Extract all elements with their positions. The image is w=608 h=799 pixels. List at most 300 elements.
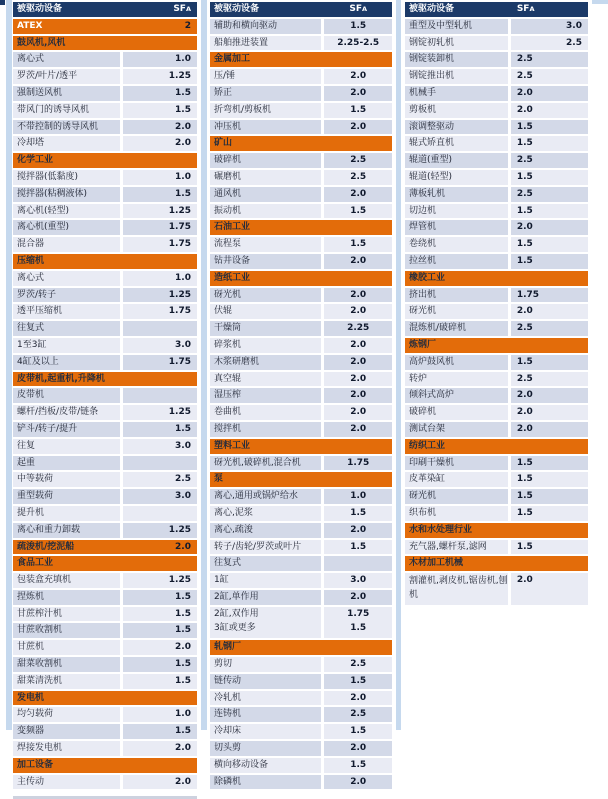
item-value: 1.5	[324, 506, 392, 521]
section-header-row	[13, 36, 197, 51]
item-name: 伏辊	[210, 304, 321, 319]
item-value: 2.0	[324, 372, 392, 387]
item-value-line: 1.75	[347, 608, 370, 619]
item-name: 织布机	[405, 506, 508, 521]
item-value: 2.0	[123, 120, 197, 135]
table-row	[13, 355, 197, 370]
equipment-table-3	[405, 2, 588, 607]
item-value: 1.5	[324, 103, 392, 118]
item-name: 振动机	[210, 204, 321, 219]
sf-column-header	[324, 2, 392, 17]
device-column-header: 被驱动设备	[17, 4, 63, 14]
table-row	[405, 321, 588, 336]
table-row	[210, 556, 392, 571]
table-header-row	[210, 2, 392, 17]
table-row	[210, 170, 392, 185]
item-value: 2.5	[123, 472, 197, 487]
item-name: 砑光机,破碎机,混合机	[210, 456, 321, 471]
device-column-header: 被驱动设备	[409, 4, 455, 14]
item-value: 2.0	[123, 640, 197, 655]
item-value: 1.75	[511, 288, 588, 303]
table-row	[405, 86, 588, 101]
table-row	[210, 523, 392, 538]
table-row	[210, 607, 392, 639]
table-row	[210, 456, 392, 471]
section-header-row	[210, 640, 392, 655]
table-row	[210, 657, 392, 672]
section-label: 化学工业	[17, 155, 54, 166]
item-value: 2.5	[324, 707, 392, 722]
table-row	[13, 573, 197, 588]
item-value: 2.0	[175, 541, 191, 552]
sf-label: SF	[349, 4, 362, 14]
section-label: 轧钢厂	[214, 642, 242, 653]
item-name: 滚调整驱动	[405, 120, 508, 135]
table-row	[405, 254, 588, 269]
table-row	[210, 590, 392, 605]
item-name: 离心,泥浆	[210, 506, 321, 521]
table-row	[13, 220, 197, 235]
corner-fragment	[0, 0, 5, 5]
table-row	[210, 724, 392, 739]
section-header-row	[405, 523, 588, 538]
item-value: 2.5	[324, 657, 392, 672]
table-row	[405, 405, 588, 420]
table-row	[210, 758, 392, 773]
table-row	[210, 775, 392, 790]
item-value: 1.5	[511, 506, 588, 521]
item-name: 离心机(重型)	[13, 220, 120, 235]
item-value	[123, 321, 197, 336]
sf-subscript: A	[529, 5, 535, 13]
item-name: 1缸	[210, 573, 321, 588]
table-row	[405, 540, 588, 555]
section-label: 造纸工业	[214, 272, 251, 283]
item-name: ATEX	[17, 20, 43, 31]
item-name: 辅助和横向驱动	[210, 19, 321, 34]
table-row	[13, 321, 197, 336]
sf-subscript: A	[185, 5, 191, 13]
item-value: 2.0	[511, 573, 588, 605]
item-name: 通风机	[210, 187, 321, 202]
item-name: 铲斗/转子/提升	[13, 422, 120, 437]
table-row	[13, 472, 197, 487]
item-name: 混炼机/破碎机	[405, 321, 508, 336]
item-value: 2.0	[324, 422, 392, 437]
item-value: 2.0	[324, 120, 392, 135]
item-value: 2.0	[511, 405, 588, 420]
table-row	[210, 103, 392, 118]
item-value: 1.5	[324, 237, 392, 252]
item-value: 1.5	[511, 204, 588, 219]
item-value: 1.25	[123, 69, 197, 84]
item-name: 冲压机	[210, 120, 321, 135]
item-name: 冷却塔	[13, 136, 120, 151]
item-value: 2.0	[324, 355, 392, 370]
table-row	[405, 52, 588, 67]
item-value: 2.0	[324, 254, 392, 269]
table-row	[13, 623, 197, 638]
item-name: 4缸及以上	[13, 355, 120, 370]
section-label: 加工设备	[17, 759, 54, 770]
item-name: 强制送风机	[13, 86, 120, 101]
table-row	[210, 304, 392, 319]
item-name: 罗茨/转子	[13, 288, 120, 303]
item-value: 1.5	[123, 590, 197, 605]
table-row	[13, 69, 197, 84]
item-value: 3.0	[123, 338, 197, 353]
item-value: 1.5	[511, 355, 588, 370]
table-header-row	[13, 2, 197, 17]
item-value: 1.5	[123, 623, 197, 638]
section-label: 水和水处理行业	[409, 524, 473, 535]
item-name: 离心和重力卸载	[13, 523, 120, 538]
item-name: 钢锭推出机	[405, 69, 508, 84]
item-name: 变频器	[13, 724, 120, 739]
item-name: 疏浚机/挖泥船	[17, 541, 75, 552]
table-row	[13, 775, 197, 790]
item-name: 挤出机	[405, 288, 508, 303]
item-value: 1.25	[123, 405, 197, 420]
item-value	[324, 556, 392, 571]
item-name: 链传动	[210, 674, 321, 689]
table-row	[210, 388, 392, 403]
table-row	[210, 540, 392, 555]
item-value: 1.5	[511, 170, 588, 185]
item-value: 1.25	[123, 573, 197, 588]
item-value: 1.5	[511, 489, 588, 504]
item-name: 辊道(轻型)	[405, 170, 508, 185]
item-name: 焊管机	[405, 220, 508, 235]
section-header-row	[210, 136, 392, 151]
table-row	[13, 288, 197, 303]
table-row	[405, 120, 588, 135]
table-row	[405, 372, 588, 387]
equipment-table-2	[210, 2, 392, 791]
item-name: 甘蔗收割机	[13, 623, 120, 638]
item-name: 螺杆/挡板/皮带/链条	[13, 405, 120, 420]
table-row	[13, 388, 197, 403]
item-name: 除磷机	[210, 775, 321, 790]
item-name: 辊式矫直机	[405, 136, 508, 151]
item-name: 重型及中型轧机	[405, 19, 508, 34]
item-name: 卷绕机	[405, 237, 508, 252]
item-value: 3.0	[511, 19, 588, 34]
device-column-header: 被驱动设备	[214, 4, 260, 14]
table-row	[210, 422, 392, 437]
table-row	[405, 422, 588, 437]
table-row	[210, 405, 392, 420]
item-value: 2.0	[324, 405, 392, 420]
item-name: 剪切	[210, 657, 321, 672]
item-name: 横向移动设备	[210, 758, 321, 773]
table-row	[405, 456, 588, 471]
table-row	[210, 741, 392, 756]
section-label: 炼钢厂	[409, 339, 437, 350]
item-name: 冷却床	[210, 724, 321, 739]
item-name: 转子/齿轮/罗茨或叶片	[210, 540, 321, 555]
item-value: 2.0	[324, 69, 392, 84]
section-label: 发电机	[17, 692, 45, 703]
table-row	[13, 707, 197, 722]
section-header-row	[210, 472, 392, 487]
item-value: 2.0	[511, 220, 588, 235]
item-value: 2.0	[324, 691, 392, 706]
item-name: 甜菜收割机	[13, 657, 120, 672]
item-value: 2.0	[324, 187, 392, 202]
table-row	[405, 472, 588, 487]
item-name: 湿压榨	[210, 388, 321, 403]
table-row	[13, 439, 197, 454]
table-row	[210, 86, 392, 101]
section-header-row	[405, 271, 588, 286]
table-row	[13, 523, 197, 538]
table-row	[210, 288, 392, 303]
table-row	[405, 506, 588, 521]
item-value: 1.5	[123, 86, 197, 101]
item-value: 1.5	[123, 422, 197, 437]
item-name: 往复式	[13, 321, 120, 336]
table-row	[13, 237, 197, 252]
section-header-row	[13, 372, 197, 387]
item-value: 1.75	[324, 456, 392, 471]
item-name: 离心,通用或锅炉给水	[210, 489, 321, 504]
item-value: 2.5	[511, 321, 588, 336]
sf-label: SF	[173, 4, 186, 14]
table-row	[210, 707, 392, 722]
item-value: 2.0	[511, 304, 588, 319]
table-row	[405, 388, 588, 403]
item-value-line: 1.5	[350, 623, 367, 634]
item-value: 1.0	[123, 271, 197, 286]
table-row	[13, 724, 197, 739]
item-value: 1.5	[123, 187, 197, 202]
item-value: 2.0	[324, 590, 392, 605]
section-header-row	[210, 439, 392, 454]
item-value: 2.0	[123, 741, 197, 756]
item-value: 1.0	[324, 489, 392, 504]
section-label: 压缩机	[17, 255, 45, 266]
item-name: 高炉鼓风机	[405, 355, 508, 370]
item-name: 1至3缸	[13, 338, 120, 353]
item-name: 甘蔗机	[13, 640, 120, 655]
item-value: 3.0	[123, 439, 197, 454]
item-name: 搅拌器(低黏度)	[13, 170, 120, 185]
item-name	[210, 607, 321, 639]
item-value: 1.5	[324, 674, 392, 689]
item-value	[123, 456, 197, 471]
table-row	[210, 321, 392, 336]
item-value: 1.25	[123, 523, 197, 538]
table-row	[405, 220, 588, 235]
item-name: 离心式	[13, 52, 120, 67]
section-header-row	[210, 220, 392, 235]
section-header-row	[13, 691, 197, 706]
item-value: 2.0	[511, 422, 588, 437]
item-value: 1.25	[123, 204, 197, 219]
table-row	[405, 288, 588, 303]
item-value: 1.75	[123, 304, 197, 319]
item-name: 焊接发电机	[13, 741, 120, 756]
table-row	[210, 120, 392, 135]
item-value: 2.5	[511, 36, 588, 51]
item-name: 离心,疏浚	[210, 523, 321, 538]
page-fragment-top-right	[592, 0, 608, 4]
item-value: 2.0	[324, 338, 392, 353]
item-value: 1.5	[123, 674, 197, 689]
table-row	[13, 607, 197, 622]
item-value: 3.0	[324, 573, 392, 588]
table-row	[405, 304, 588, 319]
table-row	[13, 120, 197, 135]
item-name: 拉丝机	[405, 254, 508, 269]
item-value: 3.0	[123, 489, 197, 504]
item-name: 搅拌机	[210, 422, 321, 437]
item-name: 砑光机	[405, 304, 508, 319]
table-header-row	[405, 2, 588, 17]
item-value: 1.5	[123, 724, 197, 739]
item-name: 2缸,单作用	[210, 590, 321, 605]
item-value: 1.5	[511, 540, 588, 555]
item-name: 折弯机/剪板机	[210, 103, 321, 118]
item-value: 2.0	[324, 388, 392, 403]
table-row	[13, 422, 197, 437]
column-divider-1	[201, 0, 207, 730]
item-name: 包装盒充填机	[13, 573, 120, 588]
sf-column-header	[123, 2, 197, 17]
item-value: 1.5	[123, 607, 197, 622]
table-row	[405, 69, 588, 84]
item-name: 中等载荷	[13, 472, 120, 487]
table-row	[210, 691, 392, 706]
item-value: 1.5	[511, 120, 588, 135]
item-value: 1.5	[324, 724, 392, 739]
item-name: 不带控制的诱导风机	[13, 120, 120, 135]
item-value: 2.5	[511, 69, 588, 84]
item-name: 连铸机	[210, 707, 321, 722]
item-name: 皮带机	[13, 388, 120, 403]
table-row	[210, 338, 392, 353]
section-label: 纺织工业	[409, 440, 446, 451]
item-value: 2.5	[324, 153, 392, 168]
item-value: 2.5	[511, 52, 588, 67]
table-row	[13, 405, 197, 420]
item-name: 离心机(轻型)	[13, 204, 120, 219]
item-value: 1.5	[511, 136, 588, 151]
sf-subscript: A	[361, 5, 368, 13]
item-name: 流程泵	[210, 237, 321, 252]
item-value: 2.5	[511, 372, 588, 387]
item-name: 充气器,螺杆泵,滤网	[405, 540, 508, 555]
item-name: 碾磨机	[210, 170, 321, 185]
table-row	[13, 674, 197, 689]
item-name: 甜菜清洗机	[13, 674, 120, 689]
table-row	[13, 741, 197, 756]
table-row	[405, 573, 588, 605]
item-name: 木浆研磨机	[210, 355, 321, 370]
item-value: 1.5	[123, 657, 197, 672]
item-name: 倾斜式高炉	[405, 388, 508, 403]
item-name: 离心式	[13, 271, 120, 286]
sf-label: SF	[516, 4, 530, 14]
item-value: 2.0	[324, 288, 392, 303]
item-value: 1.25	[123, 288, 197, 303]
section-label: 木材加工机械	[409, 558, 464, 569]
item-value: 2.25	[324, 321, 392, 336]
item-name: 混合器	[13, 237, 120, 252]
item-name: 薄板轧机	[405, 187, 508, 202]
table-row	[13, 338, 197, 353]
item-name: 甘蔗榨汁机	[13, 607, 120, 622]
section-label: 塑料工业	[214, 440, 251, 451]
item-name: 干燥筒	[210, 321, 321, 336]
item-value: 2.0	[324, 741, 392, 756]
table-row	[405, 153, 588, 168]
item-name: 砑光机	[210, 288, 321, 303]
item-value: 2.0	[511, 86, 588, 101]
table-row	[13, 640, 197, 655]
table-row	[13, 657, 197, 672]
table-row	[210, 506, 392, 521]
section-header-row	[210, 271, 392, 286]
item-value: 1.5	[324, 19, 392, 34]
table-row	[210, 36, 392, 51]
section-header-row	[405, 439, 588, 454]
equipment-table-1	[13, 2, 197, 791]
table-row	[210, 237, 392, 252]
item-name: 机械手	[405, 86, 508, 101]
item-name: 破碎机	[405, 405, 508, 420]
item-name: 真空辊	[210, 372, 321, 387]
item-name: 往复	[13, 439, 120, 454]
table-row	[405, 237, 588, 252]
table-row	[210, 153, 392, 168]
item-value: 1.5	[511, 237, 588, 252]
item-value: 1.75	[123, 237, 197, 252]
item-value: 1.0	[123, 52, 197, 67]
item-name: 印刷干燥机	[405, 456, 508, 471]
section-label: 矿山	[214, 138, 233, 149]
item-name: 皮革染缸	[405, 472, 508, 487]
item-value: 1.0	[123, 707, 197, 722]
section-header-row	[405, 556, 588, 571]
table-row	[210, 187, 392, 202]
item-value: 2	[184, 20, 191, 31]
item-value: 2.0	[324, 775, 392, 790]
table-row	[13, 52, 197, 67]
table-row	[405, 36, 588, 51]
section-label: 金属加工	[214, 54, 251, 65]
table-row	[13, 506, 197, 521]
section-label: 橡胶工业	[409, 272, 446, 283]
section-header-row	[13, 758, 197, 773]
item-name: 测试台架	[405, 422, 508, 437]
table-row	[210, 355, 392, 370]
item-name: 均匀载荷	[13, 707, 120, 722]
item-value: 2.0	[511, 103, 588, 118]
item-value: 2.0	[123, 775, 197, 790]
table-row	[13, 187, 197, 202]
item-name: 矫正	[210, 86, 321, 101]
item-name: 带风门的诱导风机	[13, 103, 120, 118]
item-value: 1.5	[511, 254, 588, 269]
item-name: 重型载荷	[13, 489, 120, 504]
item-name: 往复式	[210, 556, 321, 571]
table-row	[13, 304, 197, 319]
item-name: 碎浆机	[210, 338, 321, 353]
table-row	[405, 355, 588, 370]
item-name: 割灌机,剥皮机,锯齿机,刨机	[405, 573, 508, 605]
